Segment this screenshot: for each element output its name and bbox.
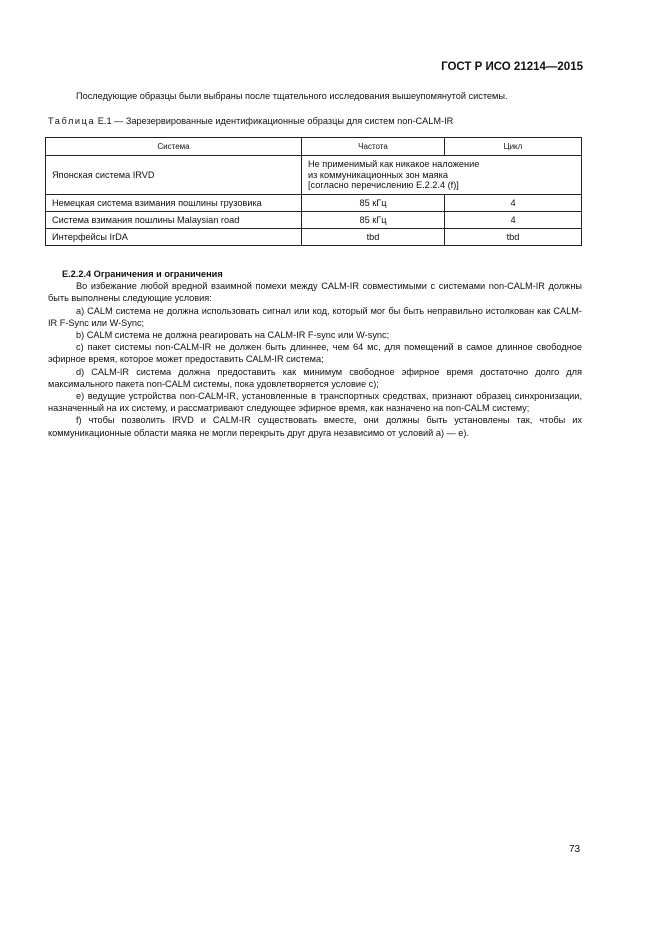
table-caption-text: Е.1 — Зарезервированные идентификационные образцы для систем non-CALM-IR	[97, 116, 454, 126]
table-caption-label: Таблица	[48, 116, 96, 126]
cell-frequency: tbd	[302, 229, 445, 246]
condition-item-c: c) пакет системы non-CALM-IR не должен быть длиннее, чем 64 мс, для помещений в самое длинное свободное эфирное время, которое может предоставить CALM-IR система;	[48, 342, 582, 365]
condition-item-d: d) CALM-IR система должна предоставить как минимум свободное эфирное время достаточно долго для максимального пакета non-CALM системы, пока удовлетворяется условие с);	[48, 366, 582, 389]
frequency-note-line: из коммуникационных зон маяка	[308, 169, 448, 180]
cell-frequency: 85 кГц	[302, 195, 445, 212]
condition-item-e: e) ведущие устройства non-CALM-IR, установленные в транспортных средствах, признают образец синхронизации, назначенный на их систему, и рассматривают следующее эфирное время, как назначено на non-CALM систему;	[48, 391, 582, 414]
section-body	[48, 268, 582, 439]
intro-paragraph: Последующие образцы были выбраны после тщательного исследования вышеупомянутой системы.	[76, 91, 508, 101]
section-lead-paragraph: Во избежание любой вредной взаимной помехи между CALM-IR совместимыми с системами non-CALM-IR должны быть выполнены следующие условия:	[48, 281, 582, 304]
cell-system: Японская система IRVD	[46, 156, 302, 195]
cell-system: Немецкая система взимания пошлины грузовика	[46, 195, 302, 212]
cell-cycle: 4	[445, 195, 582, 212]
table-row	[46, 229, 582, 246]
document-id: ГОСТ Р ИСО 21214—2015	[441, 61, 583, 73]
table-row	[46, 195, 582, 212]
cell-system: Система взимания пошлины Malaysian road	[46, 212, 302, 229]
cell-frequency: 85 кГц	[302, 212, 445, 229]
table-row	[46, 156, 582, 195]
table-caption	[48, 116, 453, 126]
condition-item-a: a) CALM система не должна использовать сигнал или код, который мог бы быть неправильно истолкован как CALM-IR F-Sync или W-Sync;	[48, 305, 582, 328]
column-header-frequency: Частота	[302, 138, 445, 156]
section-heading: Е.2.2.4 Ограничения и ограничения	[62, 269, 223, 279]
column-header-system: Система	[46, 138, 302, 156]
table-row	[46, 212, 582, 229]
condition-item-b: b) CALM система не должна реагировать на CALM-IR F-sync или W-sync;	[76, 330, 390, 341]
page-number: 73	[569, 844, 581, 855]
cell-frequency-note	[302, 156, 582, 195]
cell-cycle: tbd	[445, 229, 582, 246]
cell-system: Интерфейсы IrDA	[46, 229, 302, 246]
column-header-cycle: Цикл	[445, 138, 582, 156]
frequency-note-line: Не применимый как никакое наложение	[308, 159, 480, 170]
frequency-note-line: [согласно перечислению Е.2.2.4 (f)]	[308, 180, 459, 191]
reserved-patterns-table	[45, 137, 582, 246]
cell-cycle: 4	[445, 212, 582, 229]
condition-item-f: f) чтобы позволить IRVD и CALM-IR существовать вместе, они должны быть установлены так, чтобы их коммуникационные области маяка не могли перекрыть друг друга независимо от условий а) — е).	[48, 415, 582, 438]
